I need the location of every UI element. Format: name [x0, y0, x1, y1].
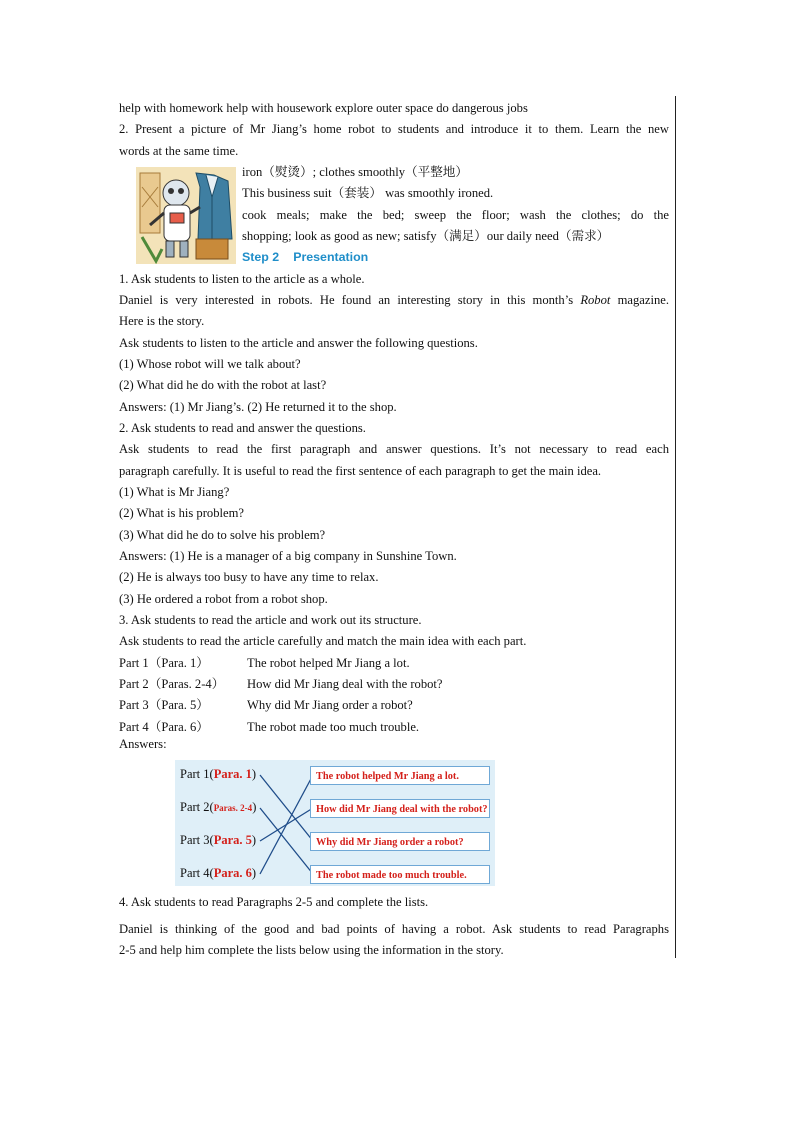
text-line: 2-5 and help him complete the lists below using the information in the story. [119, 943, 504, 957]
match-line [260, 775, 313, 874]
text-line: words at the same time. [119, 144, 239, 158]
magazine-title: Robot [580, 293, 611, 307]
diagram-idea-box: The robot made too much trouble. [310, 865, 490, 884]
text-line: 2. Present a picture of Mr Jiang’s home robot to students and introduce it to them. Learn the new [119, 122, 669, 136]
text-segment: magazine. [610, 293, 669, 307]
step-label: Step 2 [242, 250, 280, 264]
text-line: Ask students to listen to the article and answer the following questions. [119, 336, 478, 350]
text-line: help with homework help with housework explore outer space do dangerous jobs [119, 101, 528, 115]
text-line: Answers: [119, 737, 167, 751]
text-line: shopping; look as good as new; satisfy（满足）our daily need（需求） [242, 229, 610, 243]
answer-matching-diagram [175, 760, 495, 886]
text-line: (1) Whose robot will we talk about? [119, 357, 301, 371]
part-row [119, 656, 410, 671]
text-line: (1) What is Mr Jiang? [119, 485, 230, 499]
text-line: iron（熨烫）; clothes smoothly（平整地） [242, 165, 468, 179]
text-line: 3. Ask students to read the article and work out its structure. [119, 613, 422, 627]
text-line: Answers: (1) He is a manager of a big company in Sunshine Town. [119, 549, 457, 563]
part-idea: Why did Mr Jiang order a robot? [247, 698, 413, 712]
part-idea: How did Mr Jiang deal with the robot? [247, 677, 443, 691]
text-line: Answers: (1) Mr Jiang’s. (2) He returned it to the shop. [119, 400, 397, 414]
diagram-idea-box: How did Mr Jiang deal with the robot? [310, 799, 490, 818]
step-title: Presentation [293, 250, 369, 264]
robot-illustration [136, 167, 236, 264]
text-line: Here is the story. [119, 314, 205, 328]
part-label: Part 3（Para. 5） [119, 698, 209, 712]
diagram-part-label: Part 1(Para. 1) [180, 767, 257, 781]
part-label: Part 4（Para. 6） [119, 720, 209, 734]
part-label: Part 2（Paras. 2-4） [119, 677, 225, 691]
diagram-part-label: Part 4(Para. 6) [180, 866, 257, 880]
text-line: 1. Ask students to listen to the article as a whole. [119, 272, 365, 286]
diagram-part-label: Part 2(Paras. 2-4) [180, 800, 257, 814]
text-line: 2. Ask students to read and answer the questions. [119, 421, 366, 435]
text-line: Daniel is thinking of the good and bad points of having a robot. Ask students to read Paragraphs [119, 922, 669, 936]
text-line: paragraph carefully. It is useful to read the first sentence of each paragraph to get the main idea. [119, 464, 602, 478]
part-label: Part 1（Para. 1） [119, 656, 209, 670]
text-line: Ask students to read the article carefully and match the main idea with each part. [119, 634, 527, 648]
match-line [260, 775, 313, 841]
text-line [119, 293, 669, 308]
diagram-idea-box: The robot helped Mr Jiang a lot. [310, 766, 490, 785]
diagram-part-label: Part 3(Para. 5) [180, 833, 257, 847]
part-row [119, 698, 413, 713]
text-line: This business suit（套装） was smoothly ironed. [242, 186, 494, 200]
part-row [119, 720, 419, 735]
table-border-right [675, 96, 676, 958]
text-line: (2) What is his problem? [119, 506, 244, 520]
text-line: cook meals; make the bed; sweep the floor; wash the clothes; do the [242, 208, 669, 222]
text-line: (3) What did he do to solve his problem? [119, 528, 326, 542]
diagram-idea-box: Why did Mr Jiang order a robot? [310, 832, 490, 851]
text-segment: Daniel is very interested in robots. He found an interesting story in this month’s [119, 293, 581, 307]
text-line: Ask students to read the first paragraph and answer questions. It’s not necessary to read each [119, 442, 669, 456]
part-row [119, 677, 443, 692]
step-heading [242, 250, 382, 265]
text-line: 4. Ask students to read Paragraphs 2-5 and complete the lists. [119, 895, 429, 909]
text-line: (2) What did he do with the robot at last? [119, 378, 327, 392]
text-line: (2) He is always too busy to have any time to relax. [119, 570, 379, 584]
match-line [260, 808, 313, 874]
text-line: (3) He ordered a robot from a robot shop. [119, 592, 328, 606]
part-idea: The robot made too much trouble. [247, 720, 420, 734]
part-idea: The robot helped Mr Jiang a lot. [247, 656, 410, 670]
